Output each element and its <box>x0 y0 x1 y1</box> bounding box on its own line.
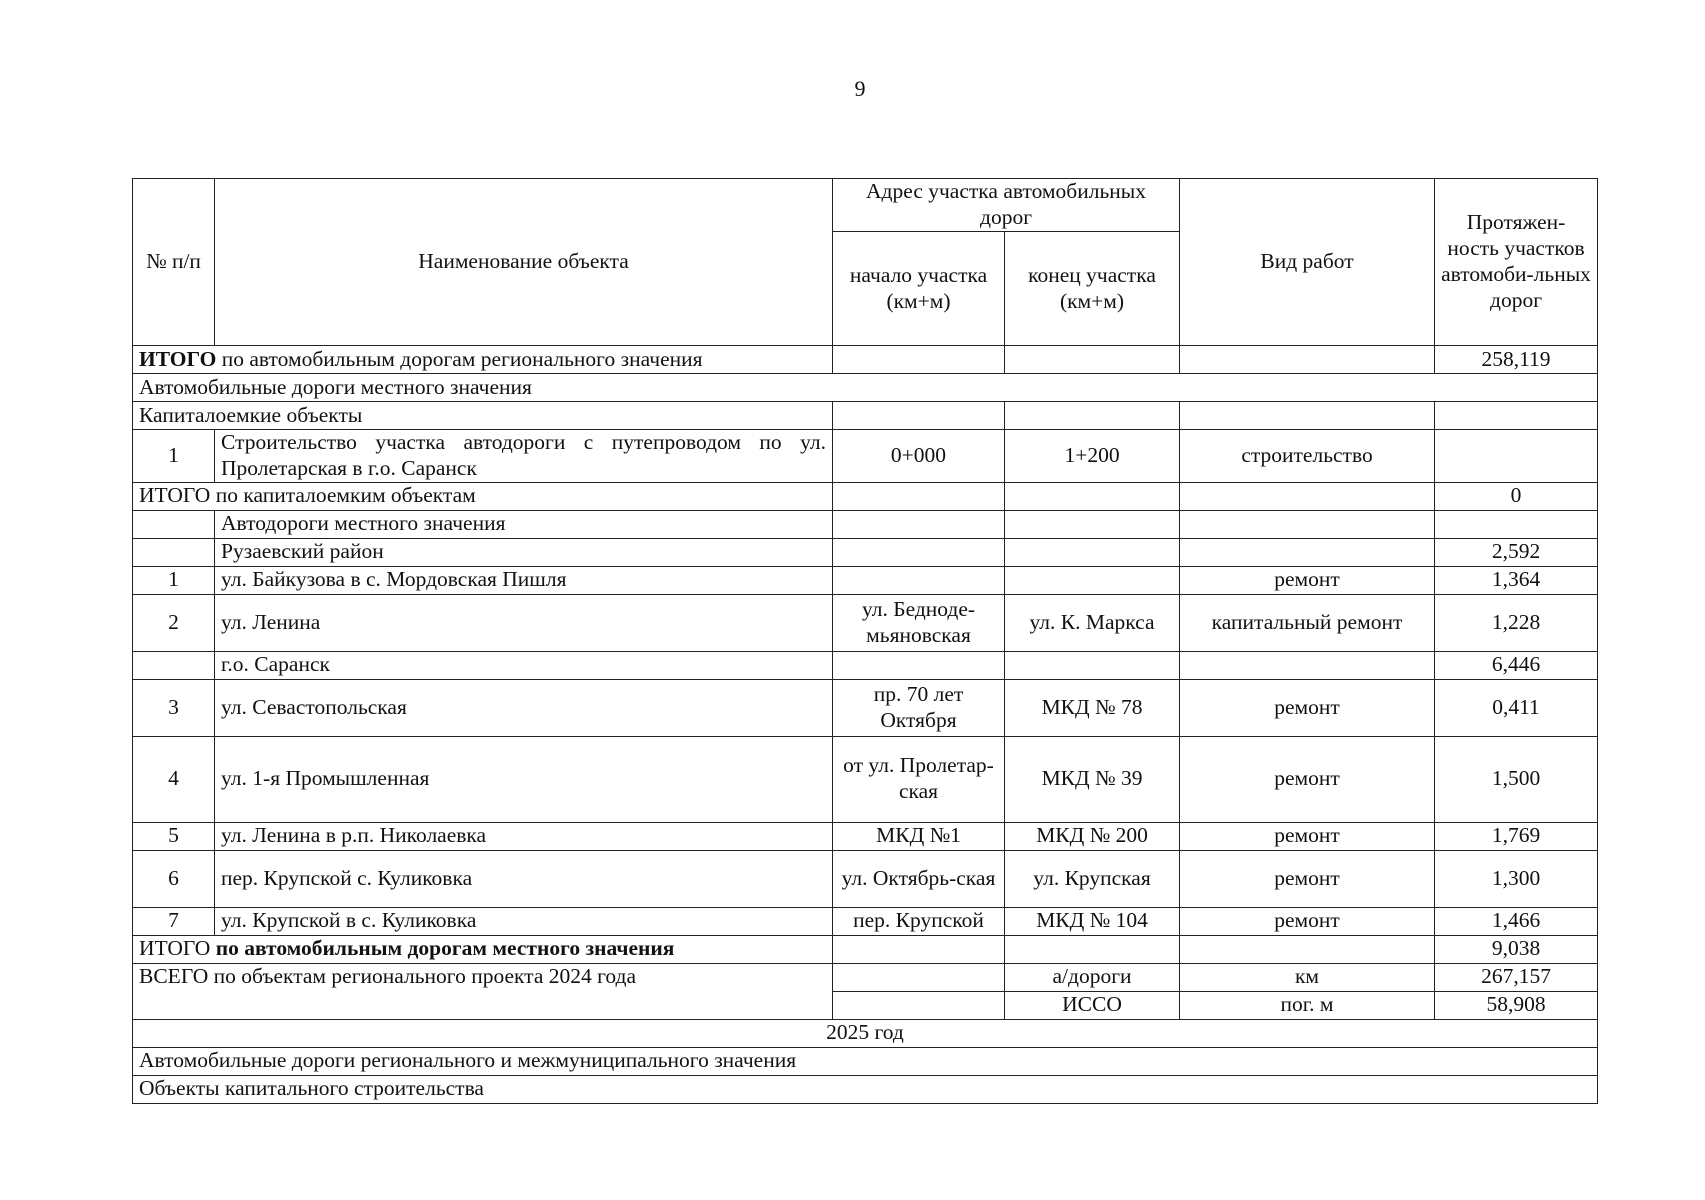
header-work-type: Вид работ <box>1180 179 1435 346</box>
itogo-regional-label: ИТОГО по автомобильным дорогам регионального значения <box>133 346 833 374</box>
header-start: начало участка (км+м) <box>833 232 1005 346</box>
table-row: 1 ул. Байкузова в с. Мордовская Пишля ремонт 1,364 <box>133 566 1598 594</box>
table-row: 2 ул. Ленина ул. Бедноде-мьяновская ул. К. Маркса капитальный ремонт 1,228 <box>133 594 1598 651</box>
table-row: Автомобильные дороги регионального и межмуниципального значения <box>133 1047 1598 1075</box>
table-row: ИТОГО по автомобильным дорогам местного значения 9,038 <box>133 935 1598 963</box>
header-length: Протяжен-ность участков автомоби-льных дорог <box>1435 179 1598 346</box>
table-row <box>133 346 1598 374</box>
table-row: г.о. Саранск 6,446 <box>133 651 1598 679</box>
table-row: Объекты капитального строительства <box>133 1075 1598 1103</box>
itogo-regional-length: 258,119 <box>1435 346 1598 374</box>
year-heading: 2025 год <box>133 1019 1598 1047</box>
table-row <box>133 402 1598 430</box>
table-row: 6 пер. Крупской с. Куликовка ул. Октябрь-ская ул. Крупская ремонт 1,300 <box>133 850 1598 907</box>
vsego-label: ВСЕГО по объектам регионального проекта 2024 года <box>133 963 833 1019</box>
table-row: 4 ул. 1-я Промышленная от ул. Пролетар-ская МКД № 39 ремонт 1,500 <box>133 736 1598 822</box>
table-row <box>133 1019 1598 1047</box>
subsection-title: Капиталоемкие объекты <box>133 402 833 430</box>
table-row: ИССО пог. м 58,908 <box>133 991 1598 1019</box>
table-row: Рузаевский район 2,592 <box>133 538 1598 566</box>
table-row: 7 ул. Крупской в с. Куликовка пер. Крупской МКД № 104 ремонт 1,466 <box>133 907 1598 935</box>
header-address: Адрес участка автомобильных дорог <box>833 179 1180 232</box>
section-title: Автомобильные дороги местного значения <box>133 374 1598 402</box>
page-number: 9 <box>854 76 866 101</box>
header-num: № п/п <box>133 179 215 346</box>
table-row: ИТОГО по капиталоемким объектам 0 <box>133 482 1598 510</box>
table-row <box>133 374 1598 402</box>
roads-table <box>132 178 1598 1104</box>
table-row: 1 Строительство участка автодороги с путепроводом по ул. Пролетарская в г.о. Саранск 0+000 1+200 строительство <box>133 430 1598 483</box>
table-row: 5 ул. Ленина в р.п. Николаевка МКД №1 МКД № 200 ремонт 1,769 <box>133 822 1598 850</box>
table-row: ВСЕГО по объектам регионального проекта 2024 года а/дороги км 267,157 <box>133 963 1598 991</box>
header-end: конец участка (км+м) <box>1005 232 1180 346</box>
table-row: Автодороги местного значения <box>133 510 1598 538</box>
table-row: 3 ул. Севастопольская пр. 70 лет Октября МКД № 78 ремонт 0,411 <box>133 679 1598 736</box>
header-name: Наименование объекта <box>215 179 833 346</box>
